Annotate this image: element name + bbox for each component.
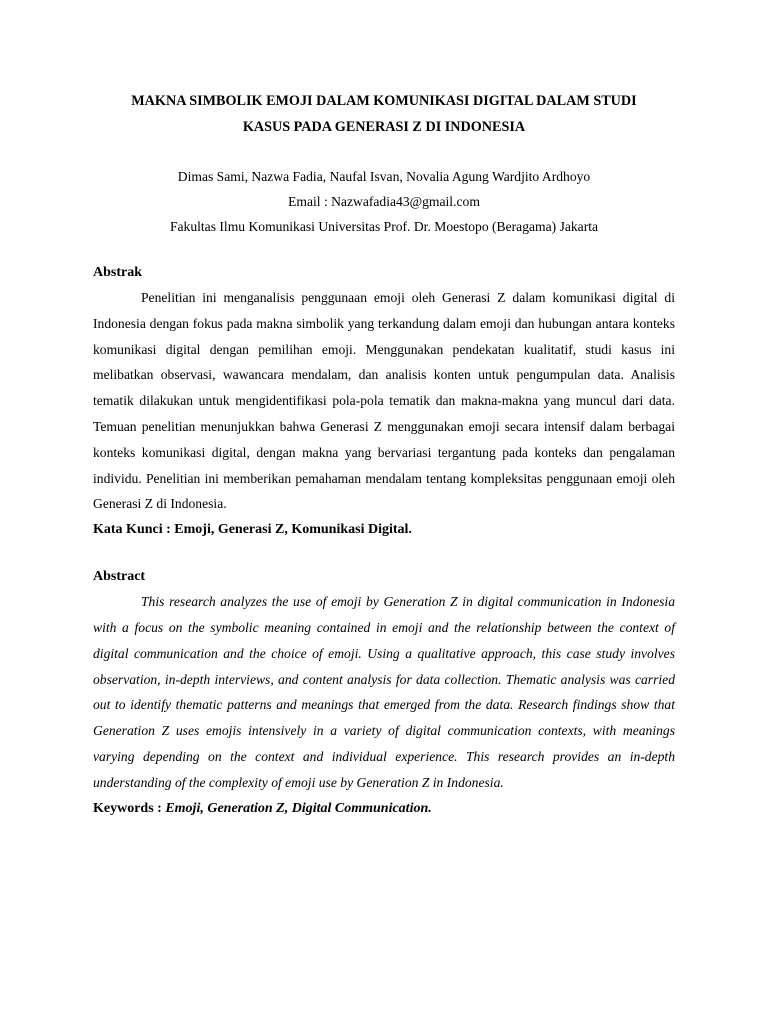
author-block — [93, 164, 675, 239]
kata-kunci-values: Emoji, Generasi Z, Komunikasi Digital. — [174, 522, 412, 538]
abstrak-heading: Abstrak — [93, 265, 143, 280]
author-email: Email : Nazwafadia43@gmail.com — [288, 194, 480, 209]
author-names: Dimas Sami, Nazwa Fadia, Naufal Isvan, Novalia Agung Wardjito Ardhoyo — [177, 169, 591, 184]
abstract-body: This research analyzes the use of emoji by Generation Z in digital communication in Indonesia with a focus on the symbolic meaning contained in emoji and the relationship between the context of digital communication and the choice of emoji. Using a qualitative approach, this case study involves observation, in-depth interviews, and content analysis for data collection. Thematic analysis was carried out to identify thematic patterns and meanings that emerged from the data. Research findings show that Generation Z uses emojis intensively in a variety of digital communication contexts, with meanings varying depending on the context and individual experience. This research provides an in-depth understanding of the complexity of emoji use by Generation Z in Indonesia. — [93, 594, 675, 790]
author-affiliation: Fakultas Ilmu Komunikasi Universitas Prof. Dr. Moestopo (Beragama) Jakarta — [169, 219, 599, 234]
paper-title-line-2: KASUS PADA GENERASI Z DI INDONESIA — [242, 119, 526, 135]
paper-title — [93, 88, 675, 140]
abstrak-body: Penelitian ini menganalisis penggunaan emoji oleh Generasi Z dalam komunikasi digital di Indonesia dengan fokus pada makna simbolik yang terkandung dalam emoji dan hubungan antara konteks komunikasi digital dengan pemilihan emoji. Menggunakan pendekatan kualitatif, studi kasus ini melibatkan observasi, wawancara mendalam, dan analisis konten untuk pengumpulan data. Analisis tematik dilakukan untuk mengidentifikasi pola-pola tematik dan makna-makna yang muncul dari data. Temuan penelitian menunjukkan bahwa Generasi Z menggunakan emoji secara intensif dalam berbagai konteks komunikasi digital, dengan makna yang bervariasi tergantung pada konteks dan pengalaman individu. Penelitian ini memberikan pemahaman mendalam tentang kompleksitas penggunaan emoji oleh Generasi Z di Indonesia. — [93, 290, 675, 512]
paper-title-line-1: MAKNA SIMBOLIK EMOJI DALAM KOMUNIKASI DIGITAL DALAM STUDI — [131, 93, 637, 109]
keywords-label: Keywords : — [93, 800, 162, 816]
abstract-heading: Abstract — [93, 569, 146, 585]
kata-kunci — [93, 517, 675, 542]
keywords — [93, 796, 675, 821]
kata-kunci-label: Kata Kunci : — [93, 522, 171, 538]
keywords-values: Emoji, Generation Z, Digital Communication. — [165, 800, 432, 816]
